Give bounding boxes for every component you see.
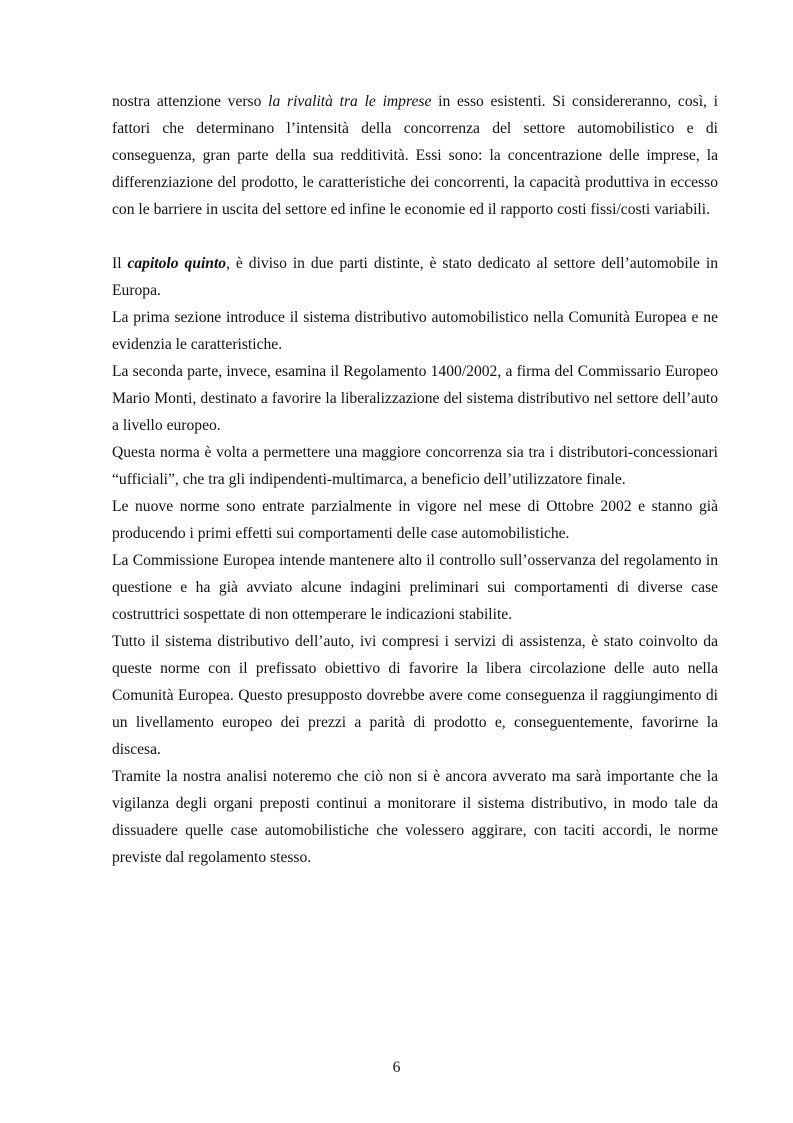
paragraph-commission: La Commissione Europea intende mantenere alto il controllo sull’osservanza del regolamento in questione e ha già avviato alcune indagini preliminari sui comportamenti di diverse case costruttrici sospettate di non ottemperare le indicazioni stabilite. (112, 552, 718, 623)
paragraph-text: in esso esistenti. Si considereranno, così, i fattori che determinano l’intensità della concorrenza del settore automobilistico e di conseguenza, gran parte della sua redditività. Essi sono: la concentrazione delle imprese, la differenziazione del prodotto, le caratteristiche dei concorrenti, la capacità produttiva in eccesso con le barriere in uscita del settore ed infine le economie ed il rapporto costi fissi/costi variabili. (112, 93, 718, 218)
italic-phrase: la rivalità tra le imprese (268, 93, 432, 110)
page-number: 6 (392, 1059, 401, 1076)
paragraph-rivalry (112, 88, 718, 223)
paragraph-chapter-five (112, 250, 718, 304)
paragraph-text: nostra attenzione verso (112, 93, 269, 110)
paragraph-distribution-system: Tutto il sistema distributivo dell’auto, ivi compresi i servizi di assistenza, è stato coinvolto da queste norme con il prefissato obiettivo di favorire la libera circolazione delle auto nella Comunità Europea. Questo presupposto dovrebbe avere come conseguenza il raggiungimento di un livellamento europeo dei prezzi a parità di prodotto e, conseguentemente, favorirne la discesa. (112, 633, 718, 758)
paragraph-norm-purpose: Questa norma è volta a permettere una maggiore concorrenza sia tra i distributori-concessionari “ufficiali”, che tra gli indipendenti-multimarca, a beneficio dell’utilizzatore finale. (112, 444, 718, 488)
paragraph-first-section: La prima sezione introduce il sistema distributivo automobilistico nella Comunità Europea e ne evidenzia le caratteristiche. (112, 309, 718, 353)
paragraph-text: , è diviso in due parti distinte, è stato dedicato al settore dell’automobile in Europa. (112, 255, 718, 299)
paragraph-second-part: La seconda parte, invece, esamina il Regolamento 1400/2002, a firma del Commissario Europeo Mario Monti, destinato a favorire la liberalizzazione del sistema distributivo nel settore dell’auto a livello europeo. (112, 363, 718, 434)
page-body (112, 88, 718, 871)
paragraph-text: Il (112, 255, 128, 272)
paragraph-gap (112, 223, 718, 250)
paragraph-analysis: Tramite la nostra analisi noteremo che ciò non si è ancora avverato ma sarà importante che la vigilanza degli organi preposti continui a monitorare il sistema distributivo, in modo tale da dissuadere quelle case automobilistiche che volessero aggirare, con taciti accordi, le norme previste dal regolamento stesso. (112, 768, 718, 866)
bold-italic-phrase: capitolo quinto (127, 255, 227, 272)
paragraph-new-rules: Le nuove norme sono entrate parzialmente in vigore nel mese di Ottobre 2002 e stanno già producendo i primi effetti sui comportamenti delle case automobilistiche. (112, 498, 718, 542)
